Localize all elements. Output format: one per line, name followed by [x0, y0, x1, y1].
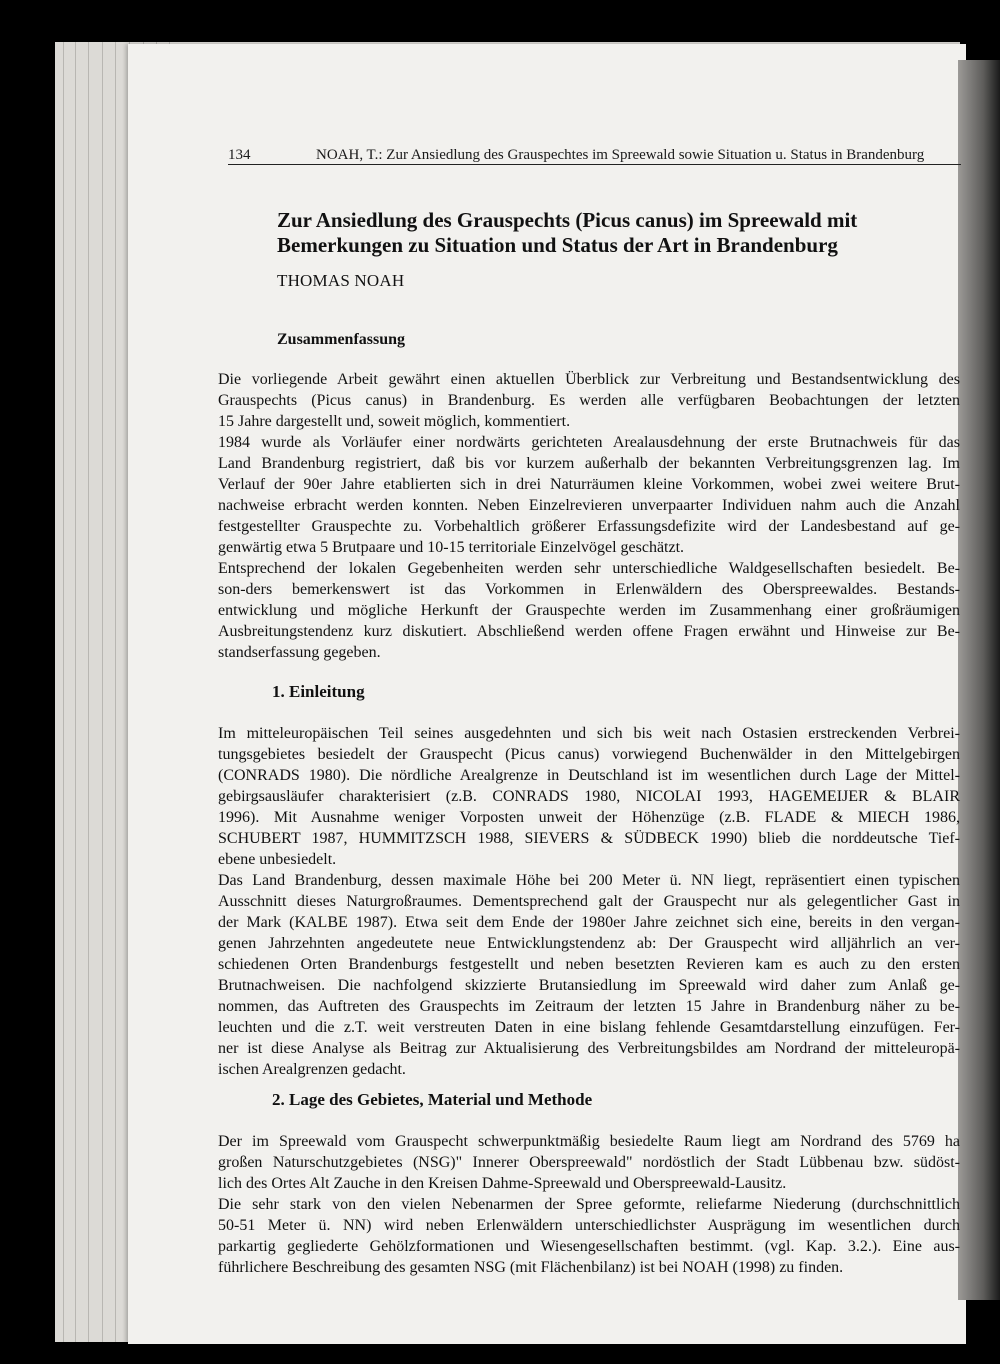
section-heading-study-area: 2. Lage des Gebietes, Material und Methode [272, 1090, 593, 1109]
running-head [228, 146, 961, 165]
text-line: parkartig gegliederte Gehölzformationen und Wiesengesellschaften bestimmt. (vgl. Kap. 3.2.). Eine aus- [218, 1238, 960, 1255]
text-line: (CONRADS 1980). Die nördliche Arealgrenze in Deutschland ist im wesentlichen durch Lage der Mittel- [218, 767, 960, 784]
text-line: nachweise erbracht werden konnten. Neben Einzelrevieren unverpaarter Individuen nahm auch die Anzahl [218, 497, 960, 514]
text-line: Grauspechts (Picus canus) in Brandenburg. Es werden alle verfügbaren Beobachtungen der letzten [218, 392, 960, 409]
text-line: tungsgebietes besiedelt der Grauspecht (Picus canus) vorwiegend Buchenwälder in den Mittelgebirgen [218, 746, 960, 763]
text-line: 1984 wurde als Vorläufer einer nordwärts gerichteten Arealausdehnung der erste Brutnachweis für das [218, 434, 960, 451]
text-line: SCHUBERT 1987, HUMMITZSCH 1988, SIEVERS & SÜDBECK 1990) blieb die norddeutsche Tief- [218, 830, 960, 847]
text-line: Ausschnitt dieses Naturgroßraumes. Dementsprechend galt der Grauspecht nur als gelegentlicher Gast in [218, 893, 960, 910]
page-number: 134 [228, 147, 251, 163]
text-line: Land Brandenburg registriert, daß bis vor kurzem außerhalb der bekannten Verbreitungsgrenzen lag. Im [218, 455, 960, 472]
text-line: genwärtig etwa 5 Brutpaare und 10-15 territoriale Einzelvögel geschätzt. [218, 539, 685, 556]
text-line: Ausbreitungstendenz kurz diskutiert. Abschließend werden offene Fragen erwähnt und Hinweise zur Be- [218, 623, 960, 640]
text-line: der Mark (KALBE 1987). Etwa seit dem Ende der 1980er Jahre zeichnet sich eine, bereits in den vergan- [218, 914, 960, 931]
title-line: Bemerkungen zu Situation und Status der Art in Brandenburg [277, 233, 838, 257]
text-line: Der im Spreewald vom Grauspecht schwerpunktmäßig besiedelte Raum liegt am Nordrand des 5769 ha [218, 1133, 960, 1150]
text-line: nommen, das Auftreten des Grauspechts im Zeitraum der letzten 15 Jahre in Brandenburg näher zu be- [218, 998, 960, 1015]
page-gutter-shadow [958, 60, 1000, 1300]
text-line: ischen Arealgrenzen gedacht. [218, 1061, 406, 1078]
abstract-body [218, 369, 960, 663]
text-line: son-ders bemerkenswert ist das Vorkommen in Erlenwäldern des Oberspreewaldes. Bestands- [218, 581, 960, 598]
text-line: Entsprechend der lokalen Gegebenheiten werden sehr unterschiedliche Waldgesellschaften besiedelt. Be- [218, 560, 960, 577]
text-line: leuchten und die z.T. weit verstreuten Daten in eine bislang fehlende Gesamtdarstellung einzufügen. Fer- [218, 1019, 960, 1036]
text-line: Die vorliegende Arbeit gewährt einen aktuellen Überblick zur Verbreitung und Bestandsentwicklung des [218, 371, 960, 388]
running-head-text: NOAH, T.: Zur Ansiedlung des Grauspechtes im Spreewald sowie Situation u. Status in Brandenburg [316, 147, 925, 163]
abstract-heading: Zusammenfassung [277, 331, 406, 348]
text-line: 15 Jahre dargestellt und, soweit möglich, kommentiert. [218, 413, 571, 430]
text-line: Das Land Brandenburg, dessen maximale Höhe bei 200 Meter ü. NN liegt, repräsentiert einen typischen [218, 872, 960, 889]
introduction-body [218, 723, 960, 1080]
text-line: Verlauf der 90er Jahre etablierten sich in drei Naturräumen kleine Vorkommen, wobei zwei weitere Brut- [218, 476, 960, 493]
text-line: großen Naturschutzgebietes (NSG)" Innerer Oberspreewald" nordöstlich der Stadt Lübbenau bzw. südöst- [218, 1154, 960, 1171]
text-line: gebirgsausläufer charakterisiert (z.B. CONRADS 1980, NICOLAI 1993, HAGEMEIJER & BLAIR [218, 788, 960, 805]
text-line: Brutnachweisen. Die nachfolgend skizzierte Brutansiedlung im Spreewald wird daher zum Anlaß ge- [218, 977, 960, 994]
text-line: standserfassung gegeben. [218, 644, 381, 661]
text-line: lich des Ortes Alt Zauche in den Kreisen Dahme-Spreewald und Oberspreewald-Lausitz. [218, 1175, 787, 1192]
text-line: Die sehr stark von den vielen Nebenarmen der Spree geformte, reliefarme Niederung (durchschnittlich [218, 1196, 960, 1213]
study-area-body [218, 1131, 960, 1278]
section-heading-introduction: 1. Einleitung [272, 682, 365, 701]
text-line: 1996). Mit Ausnahme weniger Vorposten unweit der Höhenzüge (z.B. FLADE & MIECH 1986, [218, 809, 960, 826]
text-line: entwicklung und mögliche Herkunft der Grauspechte werden im Zusammenhang einer großräumigen [218, 602, 960, 619]
author-name: THOMAS NOAH [277, 271, 405, 290]
article-title [277, 208, 877, 258]
text-line: festgestellter Grauspechte zu. Vorbehaltlich größerer Erfassungsdefizite wird der Landesbestand auf ge- [218, 518, 960, 535]
text-line: Im mitteleuropäischen Teil seines ausgedehnten und sich bis weit nach Ostasien erstreckenden Verbrei- [218, 725, 960, 742]
text-line: schiedenen Orten Brandenburgs festgestellt und neben besetzten Revieren kam es auch zu den ersten [218, 956, 960, 973]
text-line: ner ist diese Analyse als Beitrag zur Aktualisierung des Verbreitungsbildes am Nordrand der mitteleuropä- [218, 1040, 960, 1057]
text-line: ebene unbesiedelt. [218, 851, 337, 868]
text-line: genen Jahrzehnten angedeutete neue Entwicklungstendenz ab: Der Grauspecht wird alljährlich an ver- [218, 935, 960, 952]
title-line: Zur Ansiedlung des Grauspechts (Picus canus) im Spreewald mit [277, 208, 858, 232]
text-line: 50-51 Meter ü. NN) wird neben Erlenwäldern unterschiedlichster Ausprägung im wesentlichen durch [218, 1217, 960, 1234]
text-line: führlichere Beschreibung des gesamten NSG (mit Flächenbilanz) ist bei NOAH (1998) zu finden. [218, 1259, 844, 1276]
